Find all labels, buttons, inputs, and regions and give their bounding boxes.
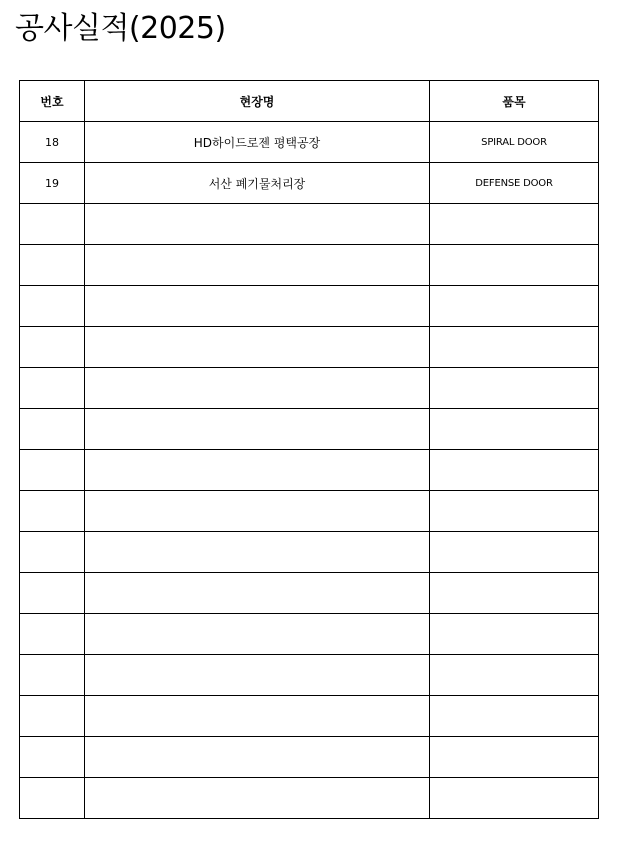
row-item-cell (430, 204, 599, 245)
row-number-cell (20, 614, 85, 655)
header-site-name: 현장명 (85, 81, 430, 122)
table-row (20, 245, 599, 286)
table-row (20, 286, 599, 327)
table-row (20, 696, 599, 737)
table-row (20, 778, 599, 819)
row-number-cell (20, 204, 85, 245)
row-item-cell (430, 737, 599, 778)
row-site-name-cell (85, 245, 430, 286)
header-number: 번호 (20, 81, 85, 122)
row-number-cell (20, 286, 85, 327)
table-row (20, 450, 599, 491)
row-number-cell (20, 245, 85, 286)
row-site-name-cell (85, 286, 430, 327)
table-row (20, 737, 599, 778)
row-item-cell: SPIRAL DOOR (430, 122, 599, 163)
table-row (20, 614, 599, 655)
table-row (20, 532, 599, 573)
row-item-cell (430, 368, 599, 409)
table-row (20, 204, 599, 245)
row-site-name-cell (85, 204, 430, 245)
row-number-cell (20, 450, 85, 491)
row-number-cell (20, 327, 85, 368)
row-item-cell (430, 327, 599, 368)
row-site-name-cell (85, 409, 430, 450)
row-site-name-cell (85, 737, 430, 778)
row-item-cell (430, 450, 599, 491)
row-site-name-cell (85, 491, 430, 532)
table-row (20, 122, 599, 163)
table-row (20, 491, 599, 532)
row-item-cell (430, 573, 599, 614)
row-number-cell (20, 696, 85, 737)
row-site-name-cell (85, 778, 430, 819)
row-item-cell: DEFENSE DOOR (430, 163, 599, 204)
table-body (20, 122, 599, 819)
row-number-cell: 18 (20, 122, 85, 163)
row-item-cell (430, 532, 599, 573)
row-number-cell (20, 573, 85, 614)
row-site-name-cell: 서산 폐기물처리장 (85, 163, 430, 204)
row-item-cell (430, 778, 599, 819)
row-site-name-cell (85, 532, 430, 573)
row-site-name-cell (85, 573, 430, 614)
construction-records-table (19, 80, 599, 819)
row-item-cell (430, 696, 599, 737)
header-item: 품목 (430, 81, 599, 122)
row-item-cell (430, 409, 599, 450)
row-number-cell (20, 491, 85, 532)
row-item-cell (430, 245, 599, 286)
row-item-cell (430, 614, 599, 655)
row-site-name-cell: HD하이드로젠 평택공장 (85, 122, 430, 163)
table-row (20, 573, 599, 614)
row-number-cell (20, 655, 85, 696)
row-site-name-cell (85, 696, 430, 737)
row-site-name-cell (85, 450, 430, 491)
row-number-cell (20, 737, 85, 778)
table-row (20, 655, 599, 696)
row-number-cell (20, 778, 85, 819)
row-number-cell (20, 532, 85, 573)
page-title: 공사실적(2025) (15, 11, 226, 46)
table-header-row (20, 81, 599, 122)
row-site-name-cell (85, 368, 430, 409)
row-item-cell (430, 655, 599, 696)
table-row (20, 163, 599, 204)
row-item-cell (430, 491, 599, 532)
table-row (20, 327, 599, 368)
row-site-name-cell (85, 614, 430, 655)
row-item-cell (430, 286, 599, 327)
row-site-name-cell (85, 655, 430, 696)
row-number-cell: 19 (20, 163, 85, 204)
table-row (20, 368, 599, 409)
row-number-cell (20, 368, 85, 409)
row-number-cell (20, 409, 85, 450)
table-row (20, 409, 599, 450)
row-site-name-cell (85, 327, 430, 368)
